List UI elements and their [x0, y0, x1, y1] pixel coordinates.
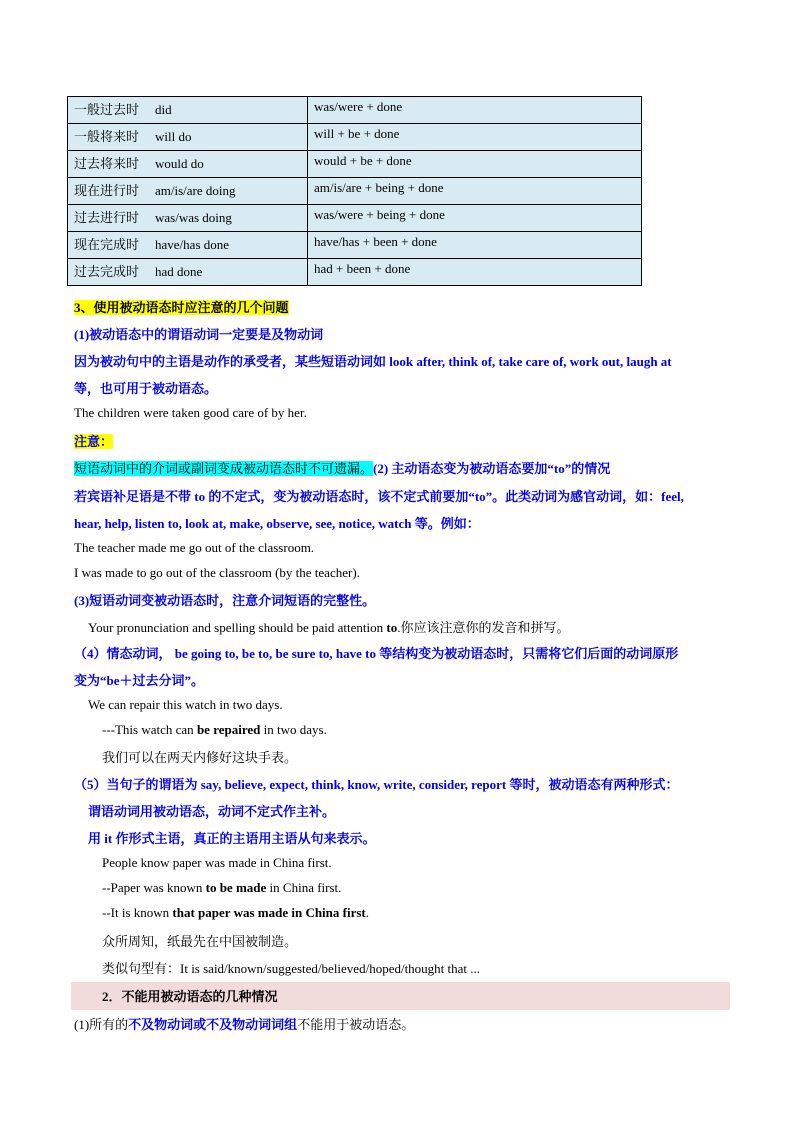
note-label-line [74, 431, 113, 450]
p4-line1: （4）情态动词， be going to, be to, be sure to, have to 等结构变为被动语态时，只需将它们后面的动词原形 [74, 646, 679, 661]
p1-title: (1)被动语态中的谓语动词一定要是及物动词 [74, 327, 324, 342]
tense-table-body [68, 97, 642, 286]
example5b [102, 880, 341, 896]
example3-post: .你应该注意你的发音和拼写。 [397, 620, 570, 635]
table-row [68, 232, 642, 259]
tense-table [67, 96, 642, 286]
tense-name: 一般将来时 [74, 129, 140, 144]
p1-line1: 因为被动句中的主语是动作的承受者，某些短语动词如 look after, think of, take care of, work out, laugh at [74, 354, 672, 369]
tense-name: 过去将来时 [74, 156, 140, 171]
passive-form: have/has + been + done [308, 232, 642, 259]
example5c [102, 905, 369, 921]
tense-name: 一般过去时 [74, 102, 140, 117]
tense-name: 现在完成时 [74, 237, 140, 252]
p3-title: (3)短语动词变被动语态时，注意介词短语的完整性。 [74, 593, 376, 608]
note-line [74, 458, 610, 477]
section2-heading: 2．不能用被动语态的几种情况 [102, 989, 278, 1004]
example2a: The teacher made me go out of the classroom. [74, 540, 315, 555]
tense-name: 过去进行时 [74, 210, 140, 225]
p4-line2: 变为“be＋过去分词”。 [74, 673, 205, 688]
section3-heading-line [74, 297, 289, 316]
example5e: 类似句型有：It is said/known/suggested/believed/hoped/thought that ... [102, 961, 481, 976]
passive-form: had + been + done [308, 259, 642, 286]
section2-p1 [74, 1014, 414, 1033]
table-row [68, 205, 642, 232]
p5-line1: （5）当句子的谓语为 say, believe, expect, think, know, write, consider, report 等时，被动语态有两种形式： [74, 777, 679, 792]
tense-cell [68, 124, 308, 151]
example5a: People know paper was made in China first. [102, 855, 332, 870]
passive-form: will + be + done [308, 124, 642, 151]
tense-cell [68, 259, 308, 286]
passive-form: was/were + done [308, 97, 642, 124]
section2-p1-blue: 不及物动词或不及物动词词组 [128, 1017, 298, 1032]
p2-line1: 若宾语补足语是不带 to 的不定式，变为被动语态时，该不定式前要加“to”。此类动词为感官动词，如：feel, [74, 489, 684, 504]
example5c-pre: --It is known [102, 905, 173, 920]
example1: The children were taken good care of by her. [74, 405, 307, 420]
tense-cell [68, 97, 308, 124]
tense-cell [68, 205, 308, 232]
p2-line2: hear, help, listen to, look at, make, observe, see, notice, watch 等。例如： [74, 516, 480, 531]
example3-pre: Your pronunciation and spelling should be paid attention [88, 620, 387, 635]
example5b-bold: to be made [205, 880, 267, 895]
example2b: I was made to go out of the classroom (by the teacher). [74, 565, 360, 580]
active-form: had done [155, 264, 203, 279]
section2-p1-pre: (1)所有的 [74, 1017, 129, 1032]
note-label: 注意： [74, 434, 114, 449]
example4c: 我们可以在两天内修好这块手表。 [102, 750, 298, 765]
example3 [88, 617, 569, 636]
example4a: We can repair this watch in two days. [88, 697, 283, 712]
tense-cell [68, 232, 308, 259]
example4b-pre: ---This watch can [102, 722, 197, 737]
example5d: 众所周知，纸最先在中国被制造。 [102, 934, 298, 949]
active-form: have/has done [155, 237, 230, 252]
active-form: did [155, 102, 172, 117]
tense-cell [68, 178, 308, 205]
example4b [102, 722, 327, 738]
active-form: am/is/are doing [155, 183, 236, 198]
active-form: would do [155, 156, 204, 171]
table-row [68, 178, 642, 205]
active-form: will do [155, 129, 192, 144]
section2-p1-post: 不能用于被动语态。 [297, 1017, 415, 1032]
p5-line3: 用 it 作形式主语，真正的主语用主语从句来表示。 [88, 831, 376, 846]
tense-name: 过去完成时 [74, 264, 140, 279]
tense-cell [68, 151, 308, 178]
example5b-pre: --Paper was known [102, 880, 206, 895]
example4b-bold: be repaired [196, 722, 261, 737]
section3-heading: 3、使用被动语态时应注意的几个问题 [74, 300, 289, 315]
example3-bold: to [386, 620, 398, 635]
table-row [68, 124, 642, 151]
table-row [68, 97, 642, 124]
note-text: 短语动词中的介词或副词变成被动语态时不可遗漏。 [74, 461, 374, 476]
p2-title: (2) 主动语态变为被动语态要加“to”的情况 [373, 461, 611, 476]
example5b-post: in China first. [266, 880, 342, 895]
table-row [68, 151, 642, 178]
p5-line2: 谓语动词用被动语态，动词不定式作主补。 [88, 804, 336, 819]
example4b-post: in two days. [260, 722, 327, 737]
table-row [68, 259, 642, 286]
passive-form: was/were + being + done [308, 205, 642, 232]
example5c-bold: that paper was made in China first [172, 905, 366, 920]
example5c-post: . [365, 905, 370, 920]
active-form: was/was doing [155, 210, 232, 225]
passive-form: am/is/are + being + done [308, 178, 642, 205]
p1-line2: 等，也可用于被动语态。 [74, 381, 218, 396]
passive-form: would + be + done [308, 151, 642, 178]
tense-name: 现在进行时 [74, 183, 140, 198]
